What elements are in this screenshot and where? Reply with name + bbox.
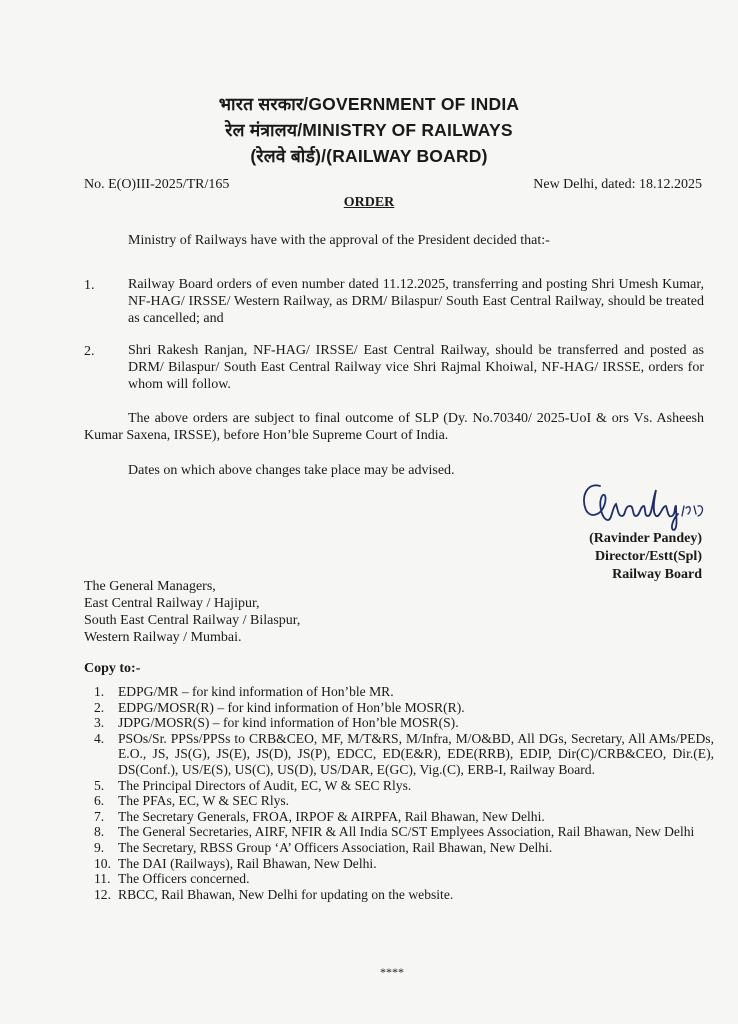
reference-number: No. E(O)III-2025/TR/165 <box>84 177 230 192</box>
signatory-office: Railway Board <box>612 567 702 582</box>
copy-to-item: 1. EDPG/MR – for kind information of Hon’ble MR. <box>94 684 394 699</box>
copy-to-item: 2. EDPG/MOSR(R) – for kind information of Hon’ble MOSR(R). <box>94 699 465 715</box>
copy-to-label: Copy to:- <box>84 661 141 676</box>
addressee-line: South East Central Railway / Bilaspur, <box>84 613 301 628</box>
copy-to-item: 9. The Secretary, RBSS Group ‘A’ Officers Association, Rail Bhawan, New Delhi. <box>94 839 553 855</box>
addressee-line: The General Managers, <box>84 579 216 594</box>
item-number: 2. <box>84 344 95 359</box>
copy-to-item: 12. RBCC, Rail Bhawan, New Delhi for updating on the website. <box>94 886 454 902</box>
copy-to-item: 5. The Principal Directors of Audit, EC, W & SEC Rlys. <box>94 777 412 793</box>
item-text: Railway Board orders of even number dated 11.12.2025, transferring and posting Shri Umesh Kumar, NF-HAG/ IRSSE/ Western Railway, as DRM/ Bilaspur/ South East Central Railway, should be treated as cancelled; and <box>128 277 704 326</box>
copy-to-list <box>94 684 714 902</box>
signature-image <box>578 476 708 532</box>
item-number: 1. <box>84 278 95 293</box>
addressee-line: Western Railway / Mumbai. <box>84 630 242 645</box>
addressee-line: East Central Railway / Hajipur, <box>84 596 260 611</box>
header-board: (रेलवे बोर्ड)/(RAILWAY BOARD) <box>250 146 488 166</box>
item-text: Shri Rakesh Ranjan, NF-HAG/ IRSSE/ East Central Railway, should be transferred and posted as DRM/ Bilaspur/ South East Central Railway vice Shri Rajmal Khoiwal, NF-HAG/ IRSSE, orders for whom will follow. <box>128 343 704 392</box>
slp-paragraph: The above orders are subject to final outcome of SLP (Dy. No.70340/ 2025-UoI & ors Vs. Asheesh Kumar Saxena, IRSSE), before Hon’ble Supreme Court of India. <box>84 411 704 443</box>
copy-to-item: 8. The General Secretaries, AIRF, NFIR & All India SC/ST Emplyees Association, Rail Bhawan, New Delhi <box>94 824 695 840</box>
header-government: भारत सरकार/GOVERNMENT OF INDIA <box>218 94 520 114</box>
signatory-name: (Ravinder Pandey) <box>589 531 702 546</box>
end-mark: **** <box>380 965 404 979</box>
header-ministry: रेल मंत्रालय/MINISTRY OF RAILWAYS <box>225 120 513 140</box>
intro-text: Ministry of Railways have with the approval of the President decided that:- <box>128 233 550 248</box>
order-date: New Delhi, dated: 18.12.2025 <box>533 177 702 192</box>
order-title: ORDER <box>343 195 395 210</box>
signatory-designation: Director/Estt(Spl) <box>594 549 702 564</box>
copy-to-item: 10. The DAI (Railways), Rail Bhawan, New Delhi. <box>94 855 377 871</box>
dates-paragraph: Dates on which above changes take place may be advised. <box>128 463 455 478</box>
copy-to-item: 3. JDPG/MOSR(S) – for kind information of Hon’ble MOSR(S). <box>94 715 459 731</box>
copy-to-item: 6. The PFAs, EC, W & SEC Rlys. <box>94 793 290 809</box>
copy-to-item: 4. PSOs/Sr. PPSs/PPSs to CRB&CEO, MF, M/T&RS, M/Infra, M/O&BD, All DGs, Secretary, All AMs/PEDs, E.O., JS, JS(G), JS(E), JS(D), JS(P), EDCC, ED(E&R), EDE(RRB), EDIP, Dir(C)/CRB&CEO, Dir.(E), DS(Conf.), US/E(S), US(C), US(D), US/DAR, E(GC), Vig.(C), ERB-I, Railway Board. <box>94 730 714 777</box>
copy-to-item: 11. The Officers concerned. <box>94 871 250 887</box>
copy-to-item: 7. The Secretary Generals, FROA, IRPOF & AIRPFA, Rail Bhawan, New Delhi. <box>94 808 545 824</box>
